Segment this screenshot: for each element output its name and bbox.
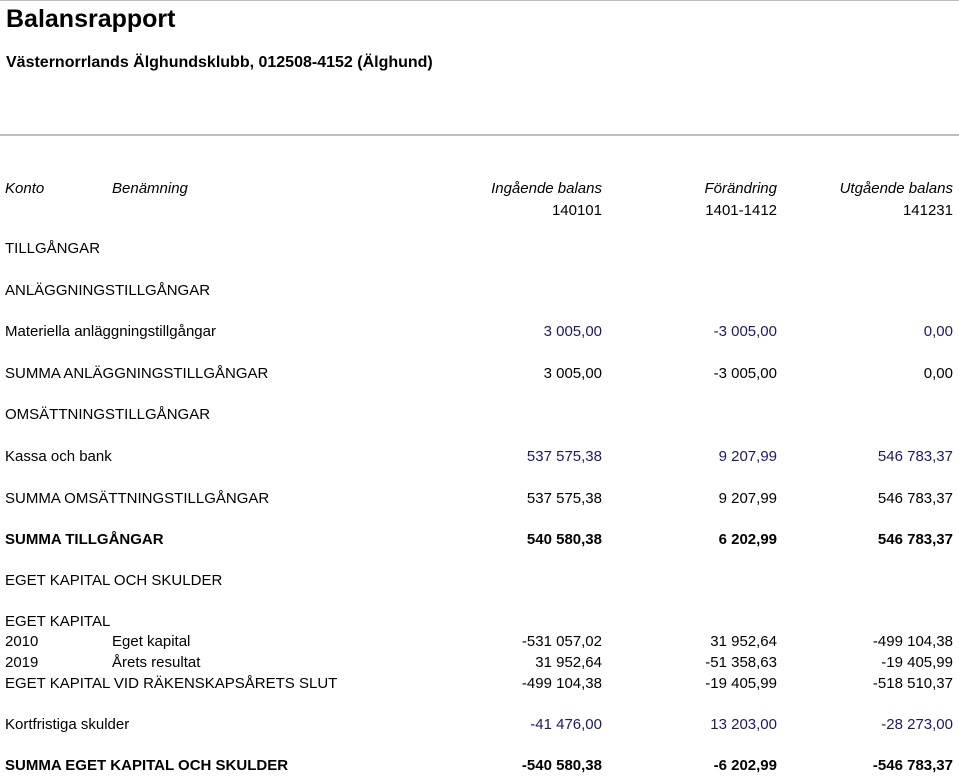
section-heading-eget-kapital	[0, 612, 959, 632]
row-label: SUMMA OMSÄTTNINGSTILLGÅNGAR	[5, 490, 270, 507]
value-utgaende: -546 783,37	[872, 757, 953, 774]
value-ingaende: 537 575,38	[526, 448, 602, 465]
row-label: Materiella anläggningstillgångar	[5, 323, 216, 340]
column-subheader-ingaende-date: 140101	[551, 202, 602, 219]
row-label: Kortfristiga skulder	[5, 716, 130, 733]
row-label: TILLGÅNGAR	[5, 240, 101, 257]
value-utgaende: 546 783,37	[877, 531, 953, 548]
column-header-utgaende: Utgående balans	[839, 180, 953, 197]
row-materiella	[0, 322, 959, 342]
row-kortfristiga-skulder	[0, 715, 959, 735]
row-account-2019	[0, 653, 959, 673]
row-label: EGET KAPITAL VID RÄKENSKAPSÅRETS SLUT	[5, 675, 338, 692]
row-summa-anlaggningstillgangar	[0, 364, 959, 384]
value-ingaende: -41 476,00	[530, 716, 602, 733]
value-forandring: 6 202,99	[718, 531, 777, 548]
row-label: SUMMA TILLGÅNGAR	[5, 531, 164, 548]
row-eget-kapital-slut	[0, 674, 959, 694]
value-forandring: 31 952,64	[710, 633, 777, 650]
row-summa-omsattningstillgangar	[0, 489, 959, 509]
value-forandring: -3 005,00	[713, 365, 777, 382]
account-name: Eget kapital	[112, 633, 191, 650]
column-header-konto: Konto	[5, 180, 45, 197]
section-heading-anlaggningstillgangar	[0, 281, 959, 301]
account-name: Årets resultat	[112, 654, 201, 671]
value-ingaende: -540 580,38	[521, 757, 602, 774]
value-utgaende: 546 783,37	[877, 448, 953, 465]
value-forandring: 13 203,00	[710, 716, 777, 733]
value-ingaende: 3 005,00	[543, 365, 602, 382]
value-utgaende: 0,00	[923, 365, 953, 382]
value-utgaende: -28 273,00	[881, 716, 953, 733]
account-code: 2010	[5, 633, 39, 650]
row-kassa-och-bank	[0, 447, 959, 467]
section-heading-eget-kapital-och-skulder	[0, 571, 959, 591]
value-ingaende: 540 580,38	[526, 531, 602, 548]
value-forandring: -3 005,00	[713, 323, 777, 340]
row-label: OMSÄTTNINGSTILLGÅNGAR	[5, 406, 211, 423]
value-forandring: -19 405,99	[705, 675, 777, 692]
section-heading-tillgangar	[0, 239, 959, 259]
value-forandring: -51 358,63	[705, 654, 777, 671]
row-label: ANLÄGGNINGSTILLGÅNGAR	[5, 282, 211, 299]
row-label: SUMMA EGET KAPITAL OCH SKULDER	[5, 757, 289, 774]
value-forandring: 9 207,99	[718, 490, 777, 507]
row-label: SUMMA ANLÄGGNINGSTILLGÅNGAR	[5, 365, 269, 382]
value-ingaende: 537 575,38	[526, 490, 602, 507]
column-header-ingaende: Ingående balans	[491, 180, 602, 197]
value-utgaende: -499 104,38	[872, 633, 953, 650]
report-title: Balansrapport	[6, 5, 176, 33]
column-subheader-utgaende-date: 141231	[902, 202, 953, 219]
value-ingaende: 3 005,00	[543, 323, 602, 340]
value-forandring: -6 202,99	[713, 757, 777, 774]
value-forandring: 9 207,99	[718, 448, 777, 465]
column-header-forandring: Förändring	[704, 180, 777, 197]
organization-name: Västernorrlands Älghundsklubb, 012508-4152 (Älghund)	[6, 54, 433, 71]
account-code: 2019	[5, 654, 39, 671]
value-ingaende: -531 057,02	[521, 633, 602, 650]
row-account-2010	[0, 632, 959, 652]
column-subheader-forandring-period: 1401-1412	[705, 202, 777, 219]
value-ingaende: 31 952,64	[535, 654, 602, 671]
row-summa-eget-kapital-och-skulder	[0, 756, 959, 776]
row-summa-tillgangar	[0, 530, 959, 550]
row-label: EGET KAPITAL	[5, 613, 111, 630]
header-divider	[0, 134, 959, 136]
section-heading-omsattningstillgangar	[0, 405, 959, 425]
value-utgaende: -518 510,37	[872, 675, 953, 692]
value-utgaende: 546 783,37	[877, 490, 953, 507]
value-utgaende: -19 405,99	[881, 654, 953, 671]
column-header-benamning: Benämning	[112, 180, 188, 197]
value-utgaende: 0,00	[923, 323, 953, 340]
row-label: EGET KAPITAL OCH SKULDER	[5, 572, 223, 589]
value-ingaende: -499 104,38	[521, 675, 602, 692]
row-label: Kassa och bank	[5, 448, 112, 465]
